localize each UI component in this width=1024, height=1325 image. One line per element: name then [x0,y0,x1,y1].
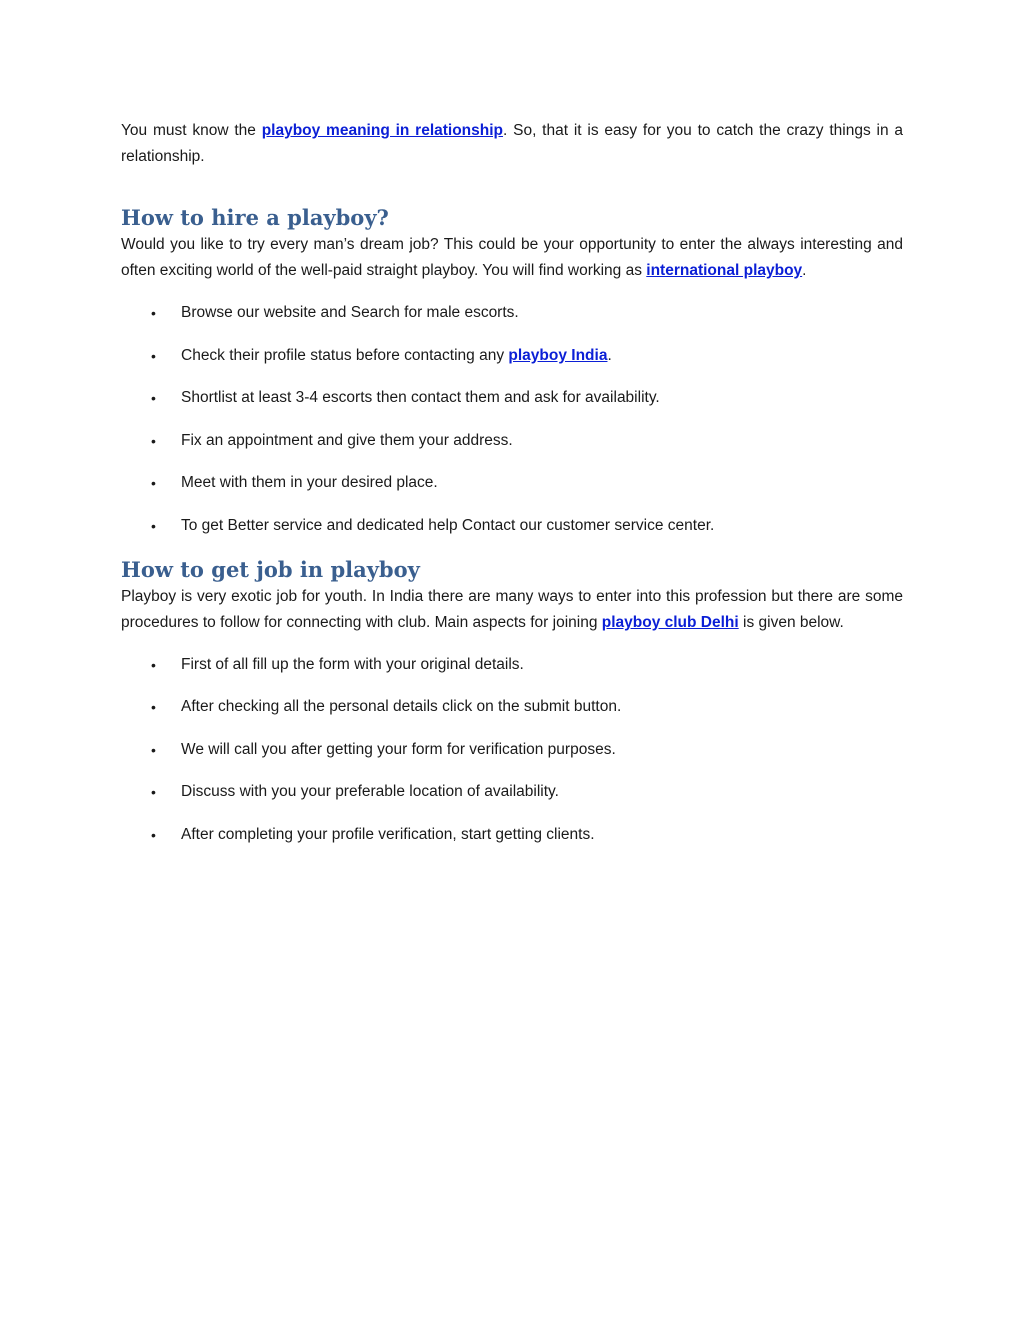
bullet-icon: • [151,432,156,449]
list-item-text: Fix an appointment and give them your address. [181,431,513,449]
bullet-icon: • [151,699,156,716]
list-item-text: Discuss with you your preferable location of availability. [181,783,559,801]
list-item [121,652,903,678]
playboy-india-link[interactable]: playboy India [508,346,608,364]
intro-text-after: . So, that it is easy for you to catch the crazy things in a relationship. [121,122,903,165]
list-item-text: To get Better service and dedicated help Contact our customer service center. [181,516,715,534]
list-item-text: We will call you after getting your form for verification purposes. [181,740,616,758]
list-item [121,470,903,496]
bullet-icon: • [151,305,156,321]
section2-heading: How to get job in playboy [121,556,420,582]
list-item [121,300,903,326]
list-item [121,385,903,411]
list-item [121,343,903,369]
section2-paragraph [121,584,903,636]
bullet-icon: • [151,475,156,492]
list-item [121,694,903,720]
list-item [121,822,903,848]
playboy-club-delhi-link[interactable]: playboy club Delhi [601,613,739,631]
list-item-text: First of all fill up the form with your original details. [181,655,524,673]
section1-heading: How to hire a playboy? [121,205,389,230]
section2-text-after: is given below. [738,613,844,631]
list-item-text: Check their profile status before contacting any [181,346,509,364]
section1-text-after: . [802,262,807,279]
list-item [121,779,903,805]
section2-text-before: Playboy is very exotic job for youth. In India there are many ways to enter into this profession but there are some procedures to follow for connecting with club. Main aspects for joining [121,587,903,631]
list-item [121,513,903,539]
list-item-text: After completing your profile verification, start getting clients. [181,825,595,843]
playboy-meaning-link[interactable]: playboy meaning in relationship [261,122,504,139]
international-playboy-link[interactable]: international playboy [646,262,803,279]
document-page [121,118,903,865]
list-item-text: Shortlist at least 3-4 escorts then contact them and ask for availability. [181,389,660,407]
section1-bullet-list [121,300,903,539]
bullet-icon: • [151,390,156,407]
bullet-icon: • [151,741,156,758]
bullet-icon: • [151,517,156,534]
bullet-icon: • [151,656,156,673]
bullet-icon: • [151,347,156,364]
list-item-text-after: . [607,346,612,364]
list-item-text: Meet with them in your desired place. [181,474,438,492]
bullet-icon: • [151,826,156,843]
list-item-text: After checking all the personal details click on the submit button. [181,698,622,716]
section1-paragraph [121,232,903,284]
list-item-text: Browse our website and Search for male escorts. [181,304,519,321]
section2-bullet-list [121,652,903,848]
bullet-icon: • [151,784,156,801]
section1-text-before: Would you like to try every man’s dream job? This could be your opportunity to enter the always interesting and often exciting world of the well-paid straight playboy. You will find working as [121,236,903,279]
intro-text-before: You must know the [121,122,262,139]
list-item [121,428,903,454]
intro-paragraph [121,118,903,170]
list-item [121,737,903,763]
